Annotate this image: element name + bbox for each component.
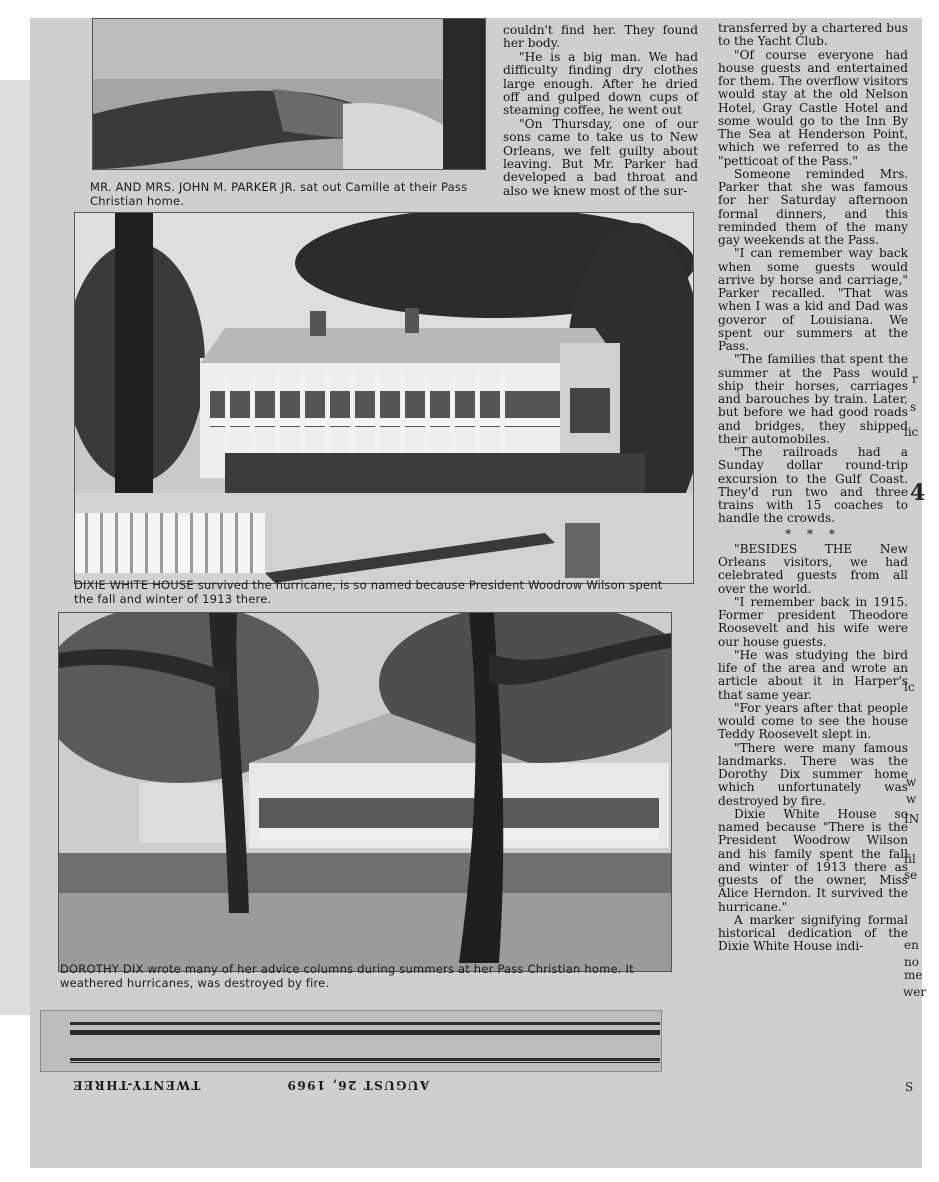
side-scrap-text: lc: [904, 680, 915, 694]
article-paragraph: Someone reminded Mrs. Parker that she was famous for her Saturday afternoon formal dinners, and this reminded them of the many gay weekends at the Pass.: [718, 166, 908, 247]
photo-dixie-white-house: [74, 212, 694, 584]
article-column-right: [718, 22, 908, 954]
article-paragraph: "I can remember way back when some guests would arrive by horse and carriage," Parker recalled. "That was when I was a kid and Dad was goveror of Louisiana. We spent our summers at the Pass.: [718, 246, 908, 353]
side-scrap-text: w: [906, 775, 917, 789]
side-scrap-text: se: [904, 868, 918, 882]
side-scrap-text: w: [906, 792, 917, 806]
article-paragraph: "For years after that people would come to see the house Teddy Roosevelt slept in.: [718, 700, 908, 742]
side-scrap-text: no: [904, 955, 919, 969]
section-break-stars: * * *: [785, 526, 841, 541]
side-scrap-text: 4: [910, 480, 926, 506]
caption-bottom: DOROTHY DIX wrote many of her advice columns during summers at her Pass Christian home. It weathered hurricanes, was destroyed by fire.: [60, 962, 634, 990]
photo-dixie-white-house-art: [75, 213, 693, 583]
caption-middle: DIXIE WHITE HOUSE survived the hurricane, is so named because President Woodrow Wilson spent the fall and winter of 1913 there.: [74, 578, 663, 606]
footer-date: AUGUST 26, 1969: [286, 1078, 430, 1092]
photo-dorothy-dix-home: [58, 612, 672, 972]
side-scrap-text: s: [910, 400, 917, 414]
article-paragraph: Dixie White House so named because "There is the President Woodrow Wilson and his family spent the fall and winter of 1913 there as guests of the owner, Miss Alice Herndon. It survived the hurricane.": [718, 806, 908, 914]
article-paragraph: "There were many famous landmarks. There was the Dorothy Dix summer home which unfortunately was destroyed by fire.: [718, 740, 908, 808]
footer-page-label: TWENTY-THREE: [72, 1078, 201, 1092]
article-paragraph: "The railroads had a Sunday dollar round-trip excursion to the Gulf Coast. They'd run two and three trains with 15 coaches to handle the crowds.: [718, 445, 908, 526]
footer-rule: [70, 1022, 660, 1025]
photo-dorothy-dix-home-art: [59, 613, 671, 971]
article-paragraph: "BESIDES THE New Orleans visitors, we had celebrated guests from all over the world.: [718, 541, 908, 596]
footer-rule: [70, 1030, 660, 1035]
side-scrap-text: S: [905, 1080, 914, 1094]
article-paragraph: "He is a big man. We had difficulty finding dry clothes large enough. After he dried off and gulped down cups of steaming coffee, he went out: [503, 49, 698, 118]
article-paragraph: couldn't find her. They found her body.: [503, 23, 698, 51]
article-paragraph: "On Thursday, one of our sons came to take us to New Orleans, we felt guilty about leaving. But Mr. Parker had developed a bad throat and also we knew most of the sur-: [503, 116, 698, 198]
article-paragraph: "I remember back in 1915. Former president Theodore Roosevelt and his wife were our house guests.: [718, 594, 908, 649]
side-scrap-text: fil: [904, 852, 916, 866]
photo-parker-couple-art: [93, 19, 485, 169]
side-scrap-text: r: [912, 372, 918, 386]
article-paragraph: "Of course everyone had house guests and entertained for them. The overflow visitors would stay at the old Nelson Hotel, Gray Castle Hotel and some would go to the Inn By The Sea at Henderson Point, which we referred to as the "petticoat of the Pass.": [718, 47, 908, 168]
article-paragraph: transferred by a chartered bus to the Yacht Club.: [718, 21, 908, 49]
footer-rule: [70, 1062, 660, 1063]
article-paragraph: A marker signifying formal historical dedication of the Dixie White House indi-: [718, 912, 908, 954]
side-scrap-text: lic: [904, 425, 919, 439]
caption-top: MR. AND MRS. JOHN M. PARKER JR. sat out Camille at their Pass Christian home.: [90, 180, 468, 208]
article-paragraph: "The families that spent the summer at the Pass would ship their horses, carriages and barouches by train. Later, but before we had good roads and bridges, they shipped their automobiles.: [718, 352, 908, 446]
side-scrap-text: wer: [903, 985, 927, 999]
footer-rule: [70, 1058, 660, 1061]
side-scrap-text: IN: [904, 812, 920, 826]
side-scrap-text: en: [904, 938, 919, 952]
photo-parker-couple: [92, 18, 486, 170]
article-paragraph: "He was studying the bird life of the area and wrote an article about it in Harper's that same year.: [718, 647, 908, 702]
article-column-left-top: [503, 24, 698, 198]
side-scrap-text: me: [904, 968, 923, 982]
